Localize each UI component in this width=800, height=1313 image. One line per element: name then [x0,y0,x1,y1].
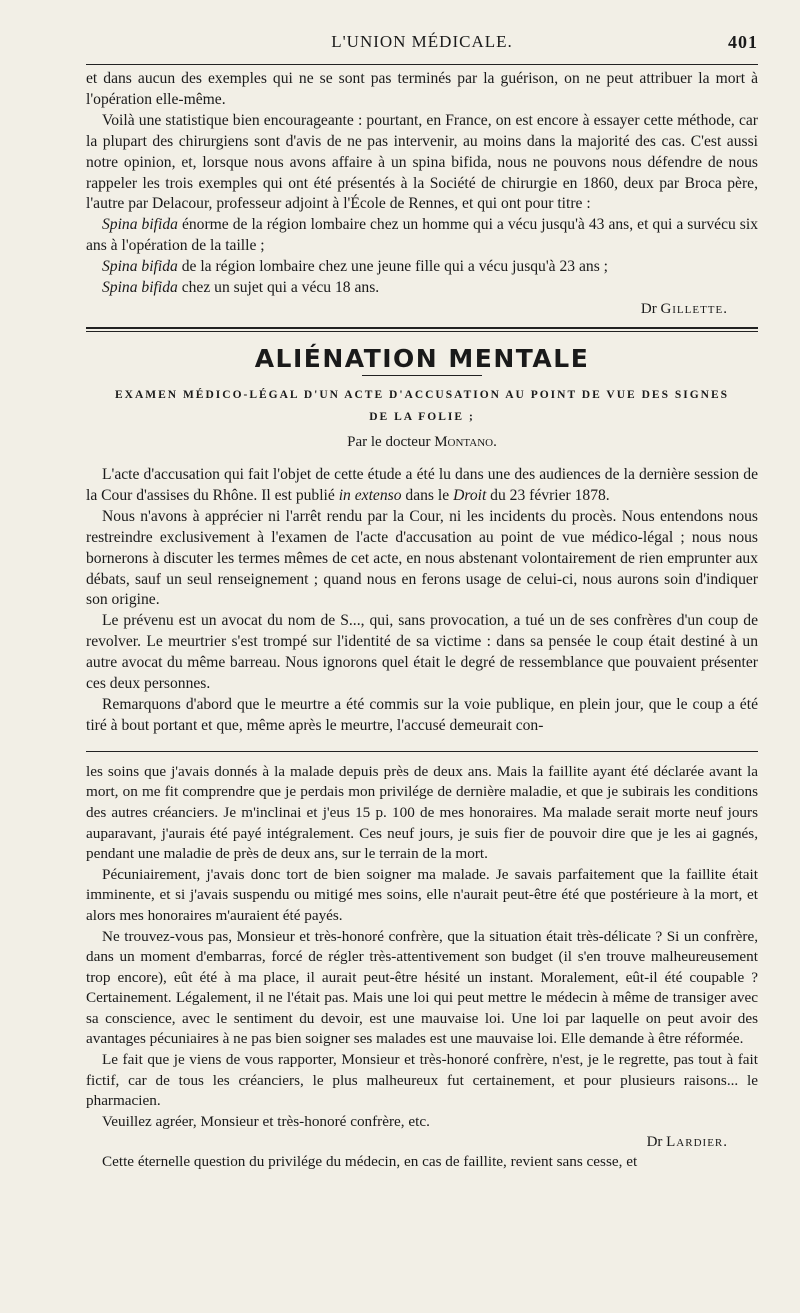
paragraph: Le prévenu est un avocat du nom de S..., qui, sans provocation, a tué un de ses confrères d'un coup de revolver. Le meurtrier s'est trompé sur l'identité de sa victime : dans sa pensée le coup était destiné à un autre avocat du même barreau. Nous ignorons quel était le degré de ressemblance que pouvaient présenter ces deux personnes. [86,612,758,693]
text-run: L'acte d'accusation qui fait l'objet de cette étude a été lu dans une des audiences de la dernière session de la Cour d'assises du Rhône. Il est publié [86,465,758,504]
case-text: énorme de la région lombaire chez un homme qui a vécu jusqu'à 43 ans, et qui a survécu six ans à l'opération de la taille ; [86,216,759,255]
column-divider [86,751,758,752]
case-term: Spina bifida [102,216,178,234]
signature [86,1132,758,1152]
section-rule [86,327,758,332]
case-term: Spina bifida [102,279,178,297]
title-underline [362,375,482,376]
case-item [86,257,758,278]
italic-text: in extenso [338,486,402,504]
paragraph: Pécuniairement, j'avais donc tort de bien soigner ma malade. Je savais parfaitement que la faillite était imminente, et si j'avais suspendu ou mitigé mes soins, elle n'aurait peut-être été que postérieure à la mort, et alors mes honoraires m'auraient été payés. [86,865,758,924]
case-term: Spina bifida [102,258,178,276]
paragraph: Nous n'avons à apprécier ni l'arrêt rendu par la Cour, ni les incidents du procès. Nous entendons nous restreindre exclusivement à l'examen de l'acte d'accusation au point de vue médico-légal ; nous nous bornerons à discuter les termes mêmes de cet acte, en nous abstenant volontairement de rien emprunter aux débats, sauf un seul renseignement ; quand nous en ferons usage de celui-ci, nous aurons soin d'indiquer son origine. [86,507,758,609]
paragraph: et dans aucun des exemples qui ne se sont pas terminés par la guérison, on ne peut attribuer la mort à l'opération elle-même. [86,70,758,108]
signature-title: Dr [640,300,657,317]
header-rule [86,64,758,65]
signature-title: Dr [646,1134,663,1151]
continued-article [86,762,758,1173]
paragraph: Ne trouvez-vous pas, Monsieur et très-honoré confrère, que la situation était très-délicate ? Si un confrère, dans un moment d'embarras, forcé de régler très-attentivement son budget (il s'en trouve malheureusement trop encore), eût été à ma place, il aurait peut-être hésité un instant. Moralement, eût-il été coupable ? Certainement. Légalement, il ne l'était pas. Mais une loi qui peut mettre le médecin à même de transiger avec sa conscience, avec le sentiment du devoir, est une mauvaise loi. Une loi par laquelle on peut avoir des avantages pécuniaires à ne pas bien soigner ses malades est une mauvaise loi. Elle demande à être réformée. [86,927,758,1048]
paragraph: Voilà une statistique bien encourageante : pourtant, en France, on est encore à essayer cette méthode, car la plupart des chirurgiens sont d'avis de ne pas intervenir, au moins dans la majorité des cas. C'est aussi notre opinion, et, lorsque nous avons affaire à un spina bifida, nous ne pouvons nous défendre de nous rappeler les trois exemples qui ont été présentés à la Société de chirurgie en 1860, deux par Broca père, l'autre par Delacour, professeur adjoint à l'École de Rennes, et qui ont pour titre : [86,111,758,213]
text-run: du 23 février 1878. [486,486,610,504]
paragraph: Cette éternelle question du privilége du médecin, en cas de faillite, revient sans cesse, et [102,1153,638,1171]
case-item [86,278,758,299]
paragraph: Veuillez agréer, Monsieur et très-honoré confrère, etc. [102,1112,430,1130]
signature-name: Lardier. [666,1134,728,1151]
byline [86,434,758,451]
case-text: de la région lombaire chez une jeune fille qui a vécu jusqu'à 23 ans ; [177,258,608,276]
paragraph [86,465,758,507]
italic-text: Droit [453,486,487,504]
section-title: ALIÉNATION MENTALE [254,343,590,373]
section-subtitle: EXAMEN MÉDICO-LÉGAL D'UN ACTE D'ACCUSATION AU POINT DE VUE DES SIGNES [114,388,730,401]
signature-name: Gillette. [660,300,728,317]
byline-name: Montano. [434,433,497,450]
journal-title: L'UNION MÉDICALE. [331,32,513,51]
byline-prefix: Par le docteur [347,433,435,450]
text-run: dans le [401,486,454,504]
paragraph: Remarquons d'abord que le meurtre a été commis sur la voie publique, en plein jour, que le coup a été tiré à bout portant et que, même après le meurtre, l'accusé demeurait con- [86,695,758,734]
paragraph: Le fait que je viens de vous rapporter, Monsieur et très-honoré confrère, n'est, je le regrette, pas tout à fait fictif, car de tous les créanciers, le plus malheureux fut certainement, et pour plusieurs raisons... le pharmacien. [86,1051,758,1110]
case-text: chez un sujet qui a vécu 18 ans. [177,279,380,297]
signature [86,299,758,319]
case-item [86,215,758,257]
paragraph: les soins que j'avais donnés à la malade depuis près de deux ans. Mais la faillite ayant été déclarée avant la mort, on me fit comprendre que je perdais mon privilége de dernière maladie, et que je subirais les conditions des autres créanciers. Je m'inclinai et j'eus 15 p. 100 de mes honoraires. Ma malade serait morte neuf jours auparavant, j'aurais été payé intégralement. Ces neuf jours, je suis fier de pouvoir dire que je les ai gagnés, pendant une maladie de près de deux ans, sur le terrain de la mort. [86,762,758,863]
page-number: 401 [728,32,758,52]
section-subtitle: DE LA FOLIE ; [369,410,475,423]
running-head [86,32,758,58]
